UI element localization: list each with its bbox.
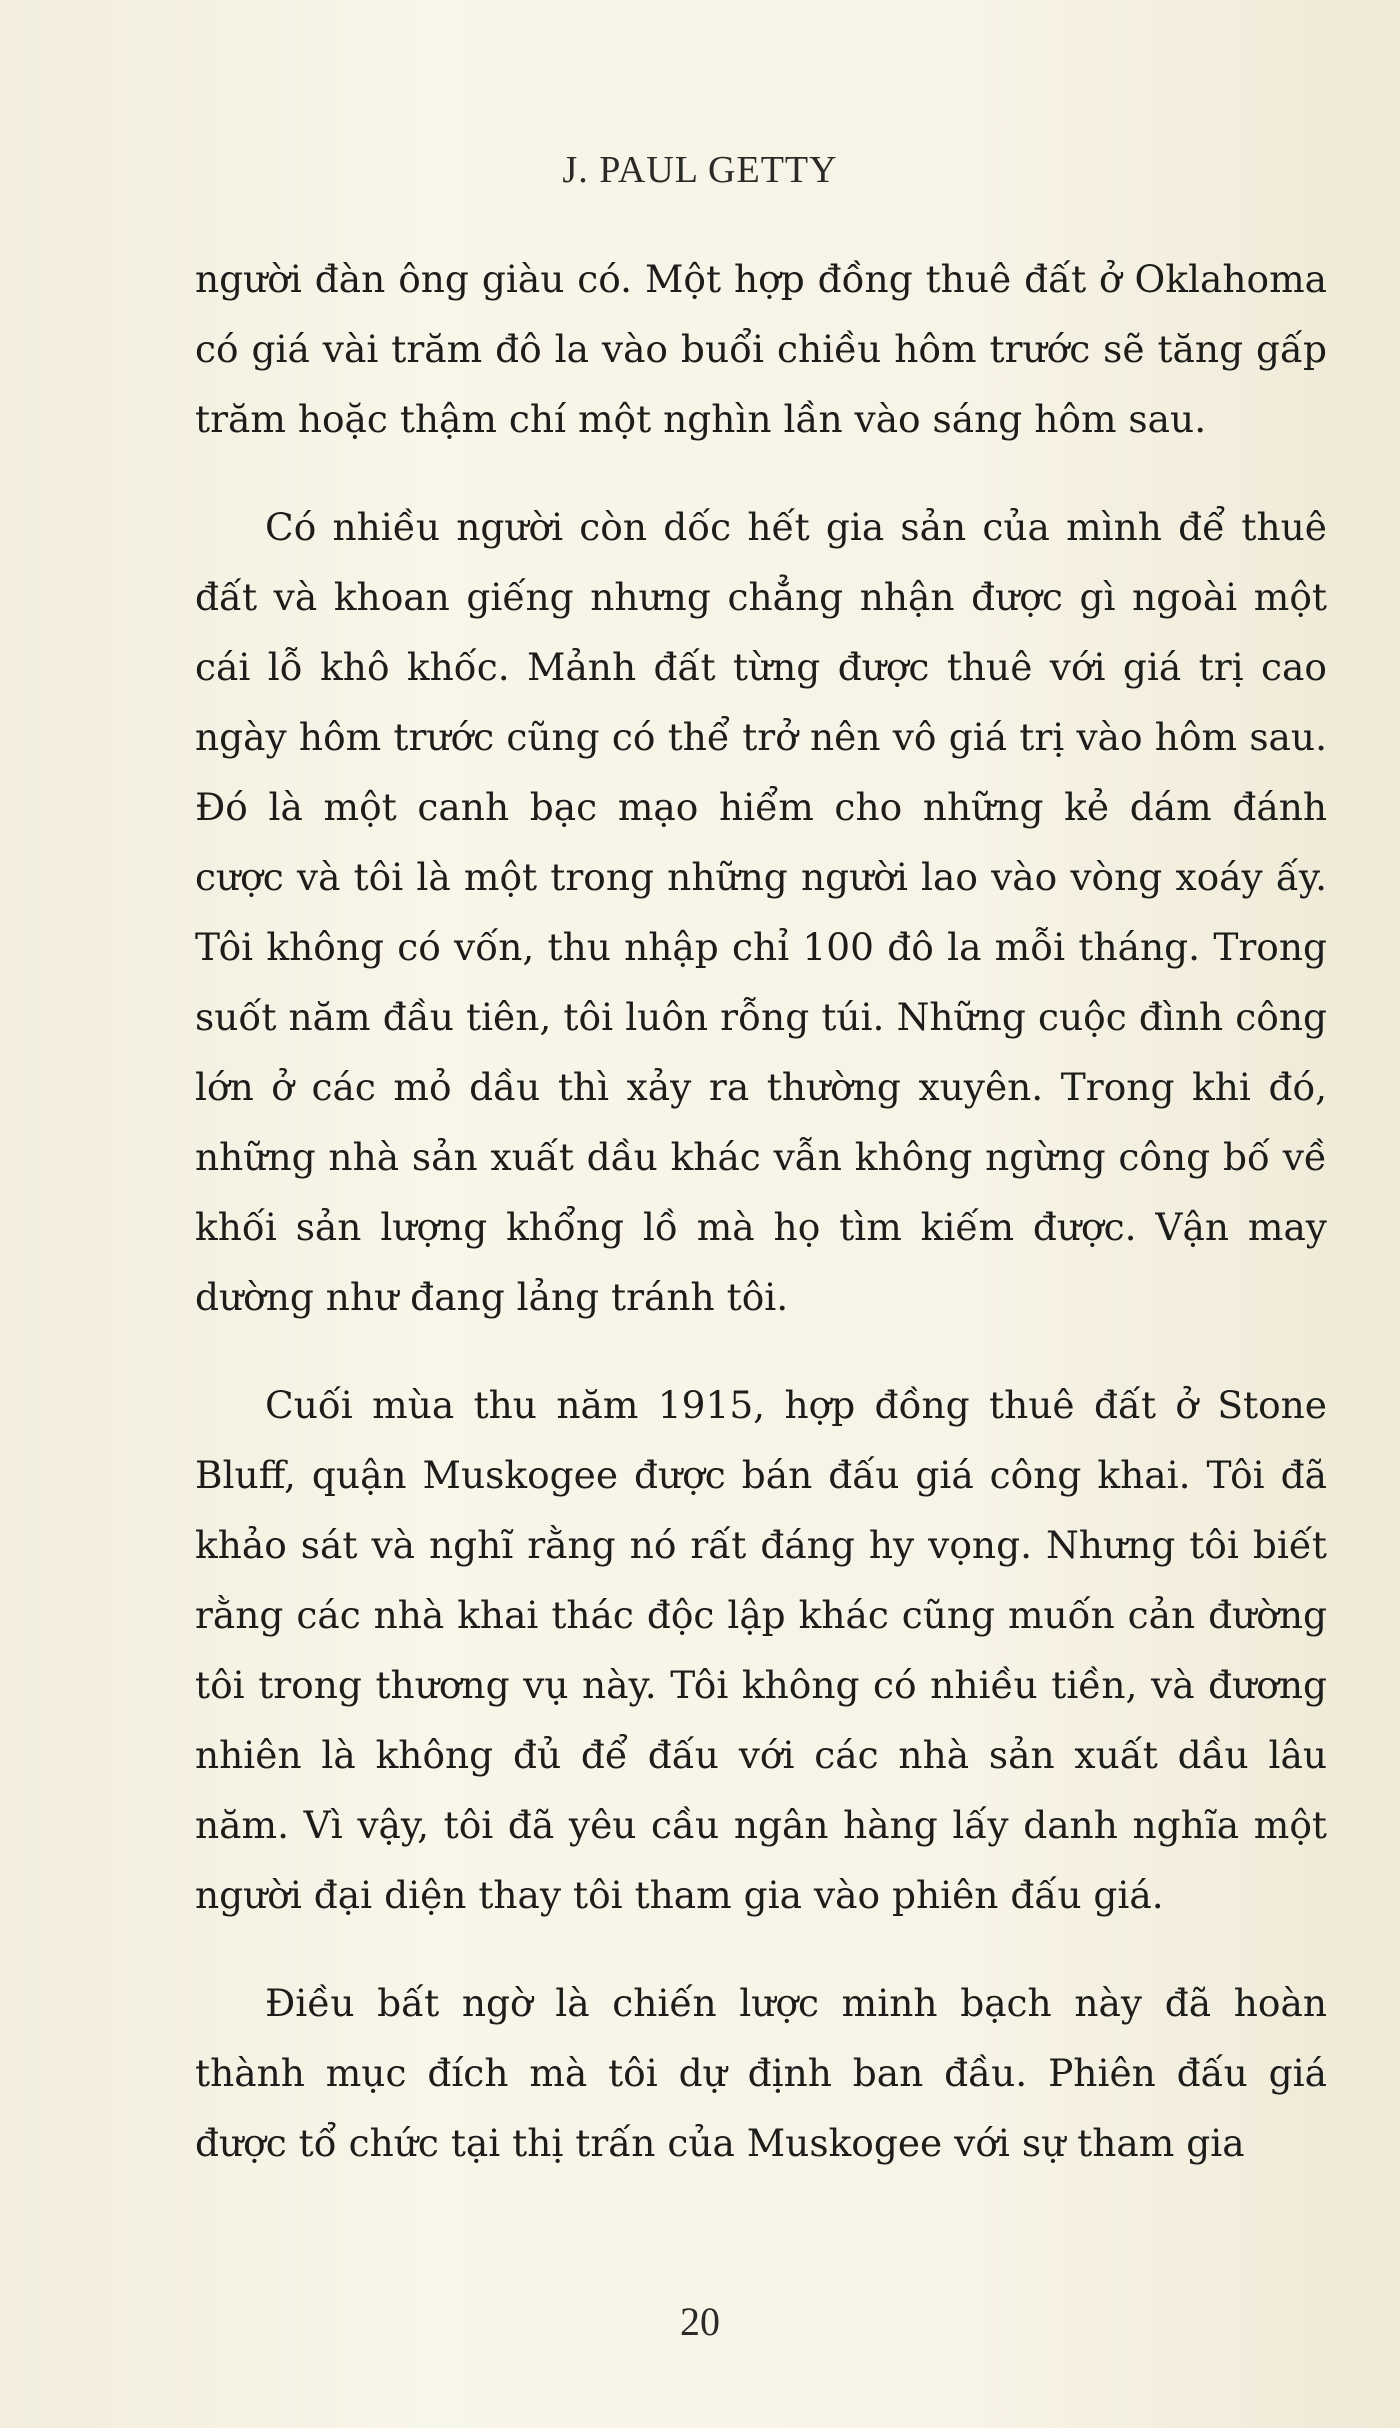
paragraph-continued: người đàn ông giàu có. Một hợp đồng thuê đất ở Oklahoma có giá vài trăm đô la vào buổi chiều hôm trước sẽ tăng gấp trăm hoặc thậm chí một nghìn lần vào sáng hôm sau. [195, 257, 1327, 441]
paragraph: Có nhiều người còn dốc hết gia sản của mình để thuê đất và khoan giếng nhưng chẳng nhận được gì ngoài một cái lỗ khô khốc. Mảnh đất từng được thuê với giá trị cao ngày hôm trước cũng có thể trở nên vô giá trị vào hôm sau. Đó là một canh bạc mạo hiểm cho những kẻ dám đánh cược và tôi là một trong những người lao vào vòng xoáy ấy. Tôi không có vốn, thu nhập chỉ 100 đô la mỗi tháng. Trong suốt năm đầu tiên, tôi luôn rỗng túi. Những cuộc đình công lớn ở các mỏ dầu thì xảy ra thường xuyên. Trong khi đó, những nhà sản xuất dầu khác vẫn không ngừng công bố về khối sản lượng khổng lồ mà họ tìm kiếm được. Vận may dường như đang lảng tránh tôi. [195, 505, 1327, 1319]
paragraph: Cuối mùa thu năm 1915, hợp đồng thuê đất ở Stone Bluff, quận Muskogee được bán đấu giá công khai. Tôi đã khảo sát và nghĩ rằng nó rất đáng hy vọng. Nhưng tôi biết rằng các nhà khai thác độc lập khác cũng muốn cản đường tôi trong thương vụ này. Tôi không có nhiều tiền, và đương nhiên là không đủ để đấu với các nhà sản xuất dầu lâu năm. Vì vậy, tôi đã yêu cầu ngân hàng lấy danh nghĩa một người đại diện thay tôi tham gia vào phiên đấu giá. [195, 1383, 1327, 1917]
page-number: 20 [680, 2299, 720, 2344]
paragraph: Điều bất ngờ là chiến lược minh bạch này đã hoàn thành mục đích mà tôi dự định ban đầu. Phiên đấu giá được tổ chức tại thị trấn của Muskogee với sự tham gia [195, 1981, 1327, 2165]
body-text [195, 244, 1327, 2178]
running-header-title: J. PAUL GETTY [562, 149, 838, 191]
